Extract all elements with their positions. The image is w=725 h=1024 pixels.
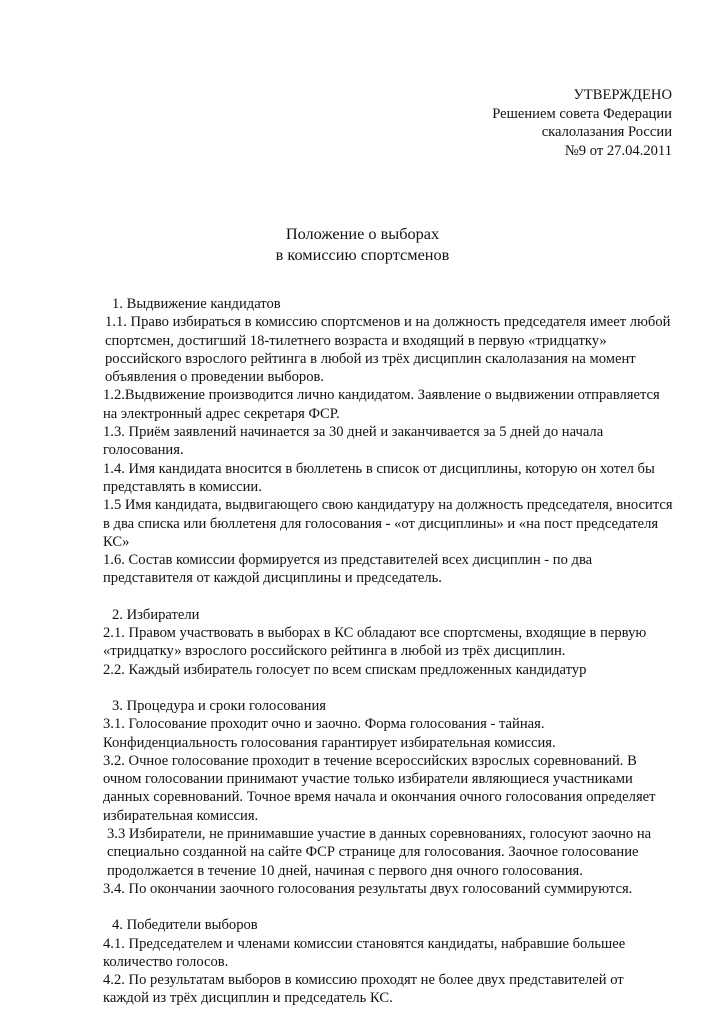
paragraph-4-2: 4.2. По результатам выборов в комиссию проходят не более двух представителей от каждой из трёх дисциплин и председатель КС. (103, 972, 624, 1007)
paragraph-3-3: 3.3 Избиратели, не принимавшие участие в данных соревнованиях, голосуют заочно на специально созданной на сайте ФСР странице для голосования. Заочное голосование продолжается в течение 10 дней, начиная с первого дня очного голосования. (107, 826, 652, 879)
section-nomination (103, 295, 673, 588)
document-body (103, 295, 673, 1008)
approval-decree-number: №9 от 27.04.2011 (564, 142, 672, 159)
approval-label: УТВЕРЖДЕНО (573, 87, 672, 103)
paragraph-1-1: 1.1. Право избираться в комиссию спортсменов и на должность председателя имеет любой спортсмен, достигший 18-тилетнего возраста и входящий в первую «тридцатку» российского взрослого рейтинга в любой из трёх дисциплин скалолазания на момент объявления о проведении выборов. (105, 314, 671, 386)
paragraph-1-3: 1.3. Приём заявлений начинается за 30 дней и заканчивается за 5 дней до начала голосования. (103, 424, 604, 459)
section-procedure (103, 697, 673, 898)
section-voters (103, 606, 673, 679)
paragraph-4-1: 4.1. Председателем и членами комиссии становятся кандидаты, набравшие большее количество голосов. (103, 935, 626, 970)
section-heading: 4. Победители выборов (112, 917, 258, 934)
approval-stamp (492, 86, 672, 160)
section-winners (103, 916, 673, 1007)
paragraph-1-4: 1.4. Имя кандидата вносится в бюллетень в список от дисциплины, которую он хотел бы представлять в комиссии. (103, 460, 655, 495)
paragraph-1-6: 1.6. Состав комиссии формируется из представителей всех дисциплин - по два представителя от каждой дисциплины и председатель. (103, 552, 593, 587)
section-heading: 3. Процедура и сроки голосования (112, 697, 326, 714)
approval-organization: скалолазания России (541, 124, 672, 140)
paragraph-2-1: 2.1. Правом участвовать в выборах в КС обладают все спортсмены, входящие в первую «тридцатку» взрослого российского рейтинга в любой из трёх дисциплин. (103, 625, 647, 660)
paragraph-3-4: 3.4. По окончании заочного голосования результаты двух голосований суммируются. (103, 880, 633, 897)
paragraph-3-2: 3.2. Очное голосование проходит в течение всероссийских взрослых соревнований. В очном голосовании принимают участие только избиратели являющиеся участниками данных соревнований. Точное время начала и окончания очного голосования определяет избирательная комиссия. (103, 752, 656, 824)
document-title-line-2: в комиссию спортсменов (275, 244, 450, 264)
paragraph-1-2: 1.2.Выдвижение производится лично кандидатом. Заявление о выдвижении отправляется на электронный адрес секретаря ФСР. (103, 387, 660, 422)
document-title-line-1: Положение о выборах (285, 224, 440, 243)
section-heading: 1. Выдвижение кандидатов (112, 296, 281, 312)
document-title (0, 224, 725, 265)
section-heading: 2. Избиратели (112, 606, 200, 623)
approval-authority: Решением совета Федерации (492, 105, 672, 122)
paragraph-1-5: 1.5 Имя кандидата, выдвигающего свою кандидатуру на должность председателя, вносится в два списка или бюллетеня для голосования - «от дисциплины» и «на пост председателя КС» (103, 497, 673, 550)
paragraph-3-1: 3.1. Голосование проходит очно и заочно. Форма голосования - тайная. Конфиденциальность голосования гарантирует избирательная комиссия. (103, 716, 556, 751)
paragraph-2-2: 2.2. Каждый избиратель голосует по всем спискам предложенных кандидатур (103, 661, 587, 678)
